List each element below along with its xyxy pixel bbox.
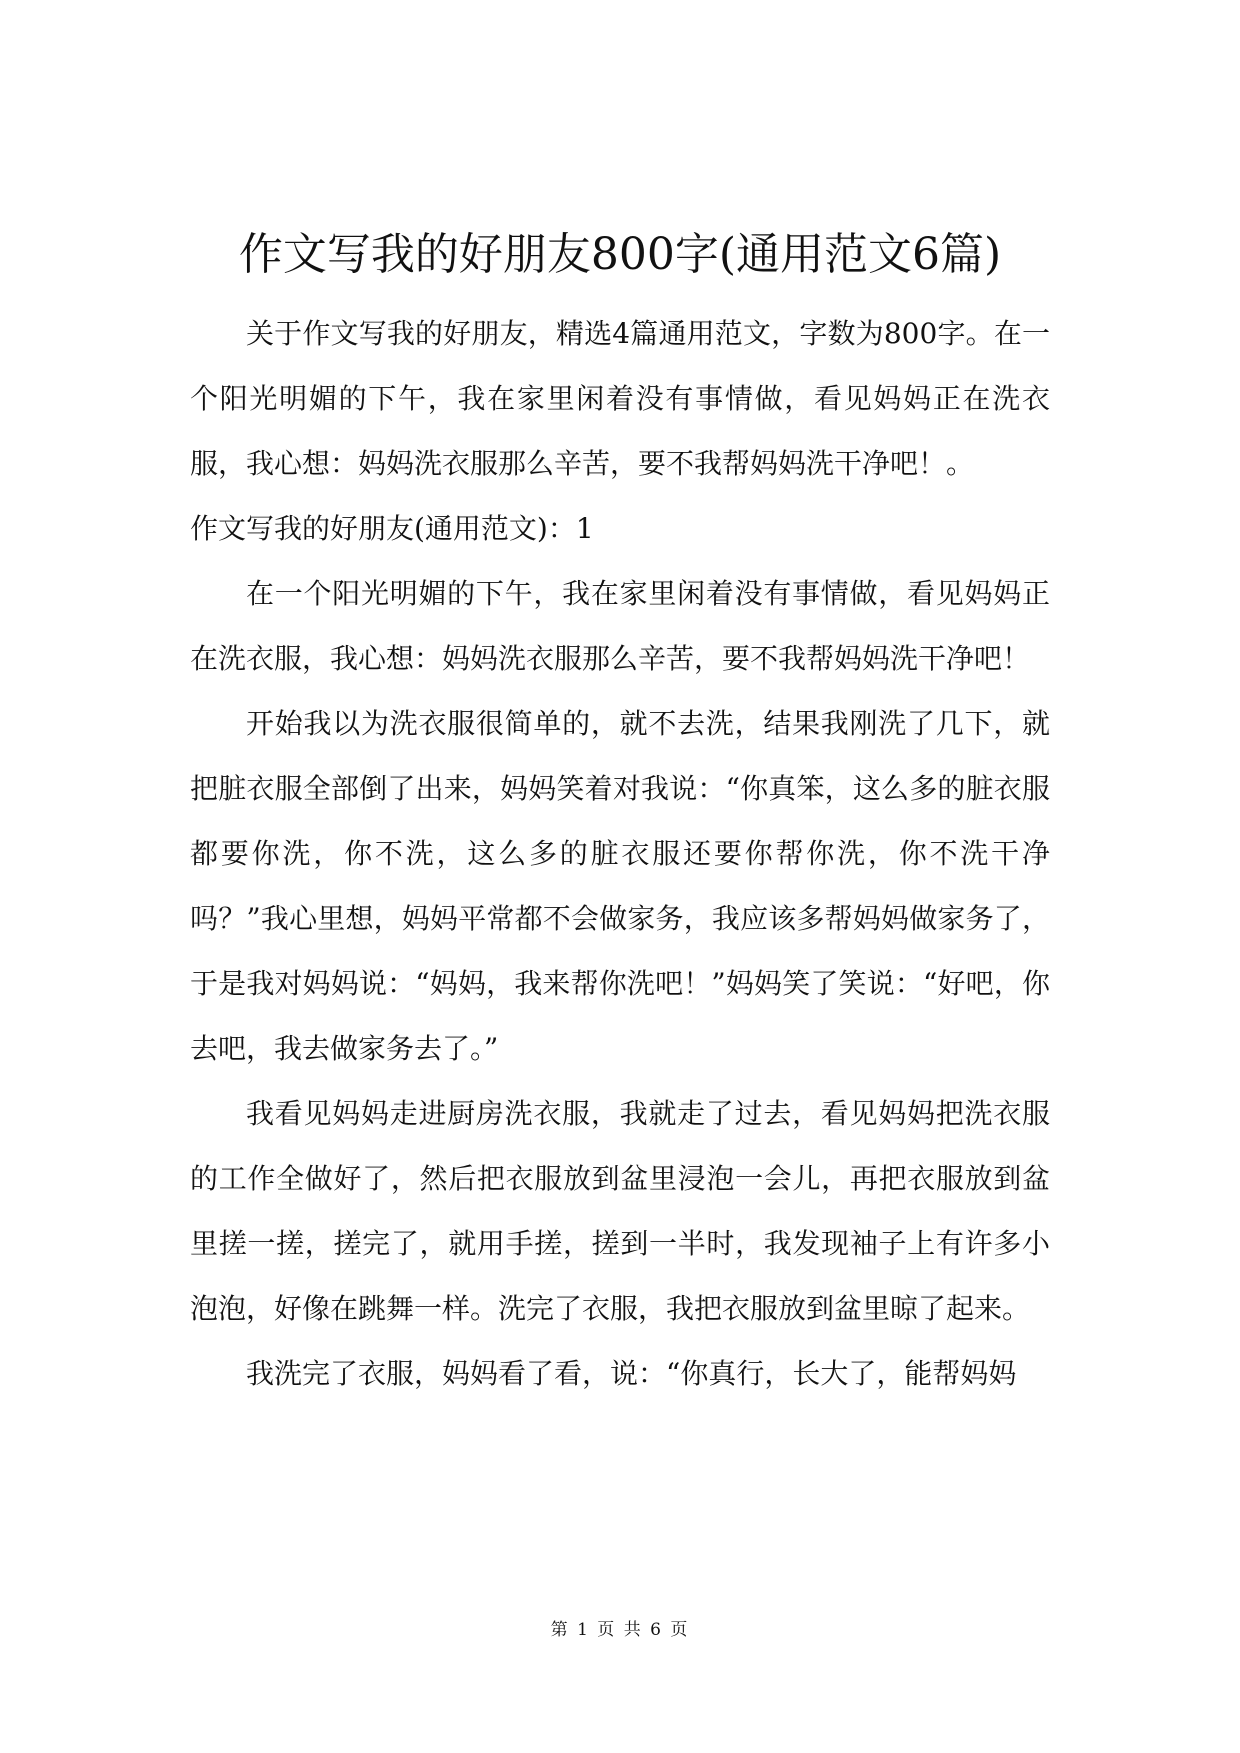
document-title: 作文写我的好朋友800字(通用范文6篇) [238,229,1002,281]
body-paragraph: 开始我以为洗衣服很简单的，就不去洗，结果我刚洗了几下，就把脏衣服全部倒了出来，妈妈笑着对我说：“你真笨，这么多的脏衣服都要你洗，你不洗，这么多的脏衣服还要你帮你洗，你不洗干净吗？”我心里想，妈妈平常都不会做家务，我应该多帮妈妈做家务了，于是我对妈妈说：“妈妈，我来帮你洗吧！”妈妈笑了笑说：“好吧，你去吧，我去做家务去了。” [190,707,1050,1065]
body-paragraph: 我看见妈妈走进厨房洗衣服，我就走了过去，看见妈妈把洗衣服的工作全做好了，然后把衣服放到盆里浸泡一会儿，再把衣服放到盆里搓一搓，搓完了，就用手搓，搓到一半时，我发现袖子上有许多小泡泡，好像在跳舞一样。洗完了衣服，我把衣服放到盆里晾了起来。 [190,1097,1050,1325]
document-body [190,301,1050,1406]
intro-paragraph: 关于作文写我的好朋友，精选4篇通用范文，字数为800字。在一个阳光明媚的下午，我在家里闲着没有事情做，看见妈妈正在洗衣服，我心想：妈妈洗衣服那么辛苦，要不我帮妈妈洗干净吧！。 [190,317,1050,480]
body-paragraph: 我洗完了衣服，妈妈看了看，说：“你真行，长大了，能帮妈妈 [246,1357,1017,1390]
page-footer: 第 1 页 共 6 页 [550,1620,690,1640]
body-paragraph: 在一个阳光明媚的下午，我在家里闲着没有事情做，看见妈妈正在洗衣服，我心想：妈妈洗衣服那么辛苦，要不我帮妈妈洗干净吧！ [190,577,1050,675]
section-heading: 作文写我的好朋友(通用范文)：1 [190,512,594,545]
